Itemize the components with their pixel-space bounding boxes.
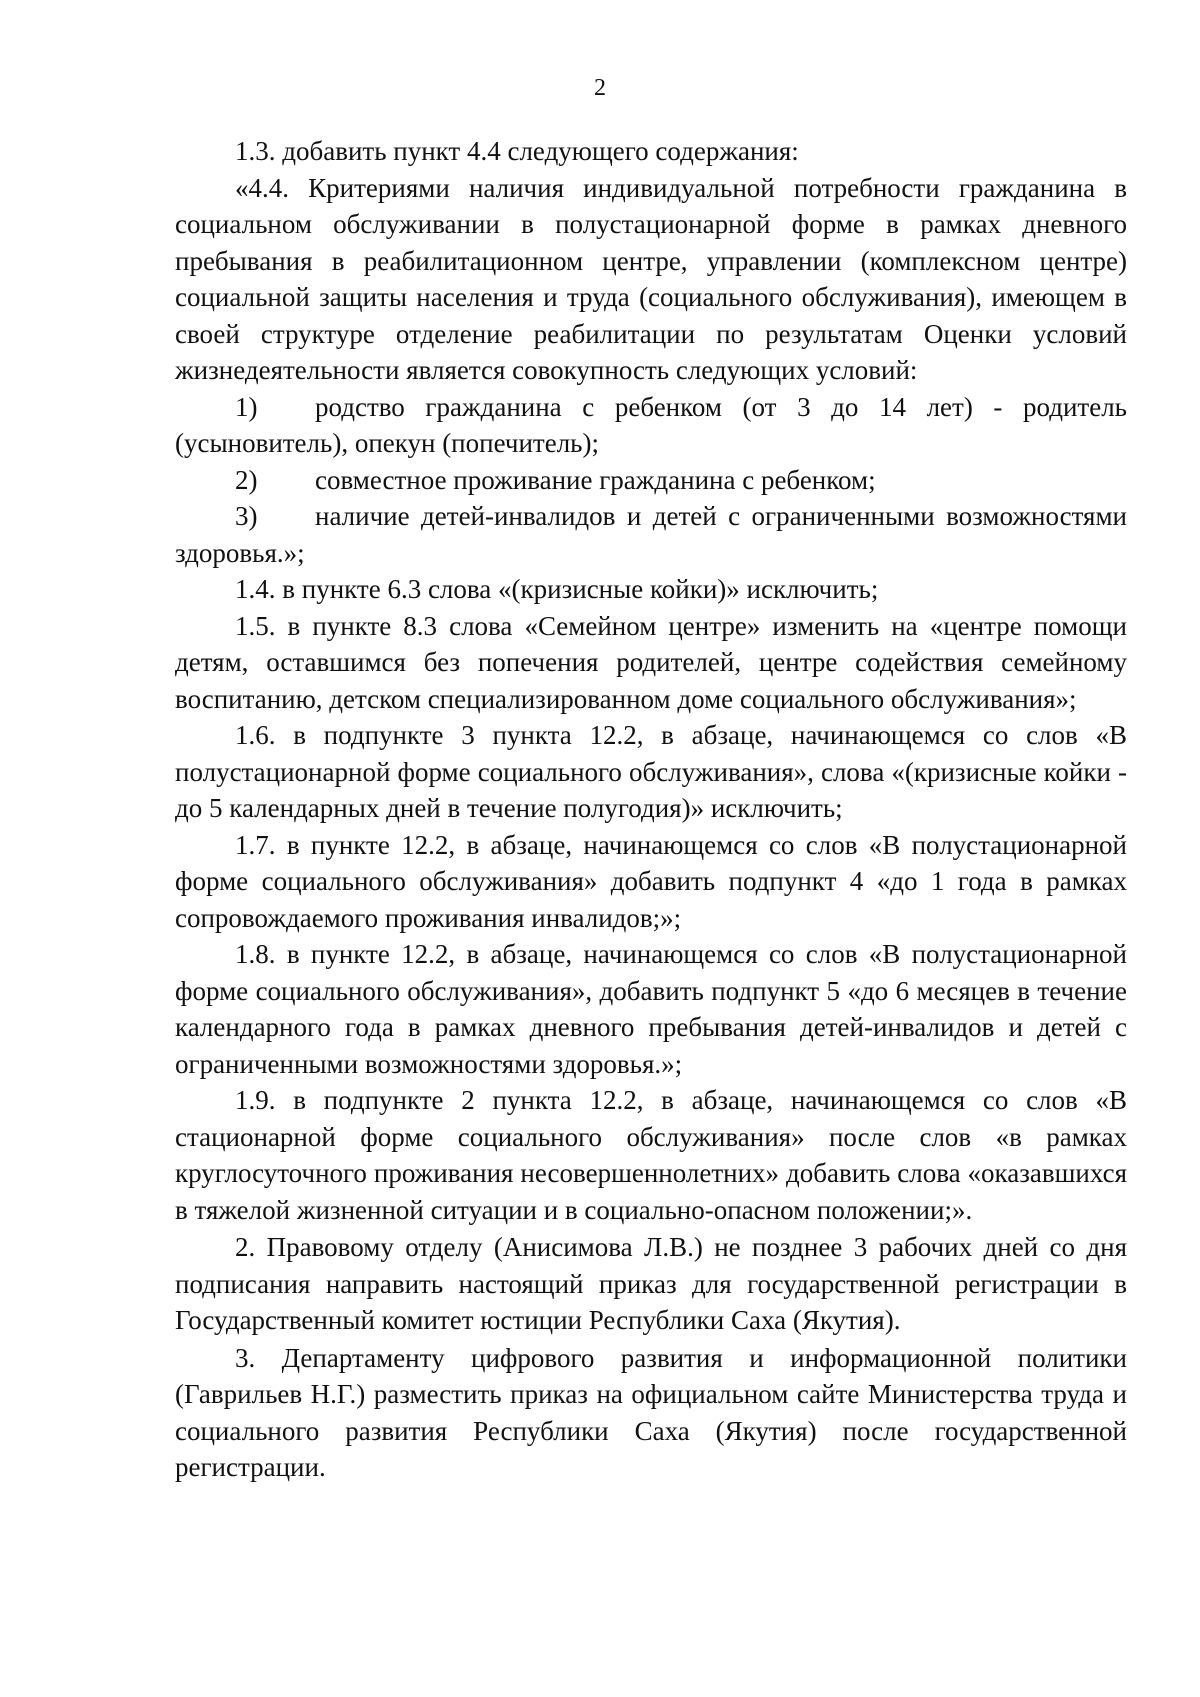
paragraph-1-8: 1.8. в пункте 12.2, в абзаце, начинающемся со слов «В полустационарной форме социального обслуживания», добавить подпункт 5 «до 6 месяцев в течение календарного года в рамках дневного пребывания детей-инвалидов и детей с ограниченными возможностями здоровья.»; bbox=[175, 939, 1127, 1079]
paragraph-1-9: 1.9. в подпункте 2 пункта 12.2, в абзаце, начинающемся со слов «В стационарной форме социального обслуживания» после слов «в рамках круглосуточного проживания несовершеннолетних» добавить слова «оказавшихся в тяжелой жизненной ситуации и в социально-опасном положении;». bbox=[175, 1085, 1127, 1225]
document-body bbox=[175, 133, 1127, 1486]
criteria-item-2 bbox=[175, 462, 1127, 499]
criteria-item-1 bbox=[175, 389, 1127, 462]
page-number: 2 bbox=[594, 75, 606, 101]
paragraph-1-4: 1.4. в пункте 6.3 слова «(кризисные койки)» исключить; bbox=[235, 574, 879, 604]
paragraph-4-4-quote: «4.4. Критериями наличия индивидуальной потребности гражданина в социальном обслуживании в полустационарной форме в рамках дневного пребывания в реабилитационном центре, управлении (комплексном центре) социальной защиты населения и труда (социального обслуживания), имеющем в своей структуре отделение реабилитации по результатам Оценки условий жизнедеятельности является совокупность следующих условий: bbox=[175, 172, 1127, 385]
paragraph-2: 2. Правовому отделу (Анисимова Л.В.) не позднее 3 рабочих дней со дня подписания направить настоящий приказ для государственной регистрации в Государственный комитет юстиции Республики Саха (Якутия). bbox=[175, 1232, 1127, 1335]
criteria-item-2-number: 2) bbox=[235, 464, 258, 495]
criteria-item-1-text: родство гражданина с ребенком (от 3 до 14 лет) - родитель (усыновитель), опекун (попечитель); bbox=[175, 391, 1127, 458]
criteria-item-3-text: наличие детей-инвалидов и детей с ограниченными возможностями здоровья.»; bbox=[175, 501, 1127, 568]
criteria-item-2-text: совместное проживание гражданина с ребенком; bbox=[315, 464, 876, 495]
paragraph-3: 3. Департаменту цифрового развития и информационной политики (Гаврильев Н.Г.) разместить приказ на официальном сайте Министерства труда и социального развития Республики Саха (Якутия) после государственной регистрации. bbox=[175, 1342, 1127, 1482]
paragraph-1-3: 1.3. добавить пункт 4.4 следующего содержания: bbox=[235, 136, 799, 166]
criteria-item-1-number: 1) bbox=[235, 391, 258, 422]
criteria-item-3-number: 3) bbox=[235, 501, 258, 531]
paragraph-1-6: 1.6. в подпункте 3 пункта 12.2, в абзаце, начинающемся со слов «В полустационарной форме социального обслуживания», слова «(кризисные койки - до 5 календарных дней в течение полугодия)» исключить; bbox=[175, 720, 1127, 823]
paragraph-1-7: 1.7. в пункте 12.2, в абзаце, начинающемся со слов «В полустационарной форме социального обслуживания» добавить подпункт 4 «до 1 года в рамках сопровождаемого проживания инвалидов;»; bbox=[175, 829, 1127, 933]
paragraph-1-5: 1.5. в пункте 8.3 слова «Семейном центре» изменить на «центре помощи детям, оставшимся без попечения родителей, центре содействия семейному воспитанию, детском специализированном доме социального обслуживания»; bbox=[175, 610, 1127, 714]
criteria-item-3 bbox=[175, 498, 1127, 571]
